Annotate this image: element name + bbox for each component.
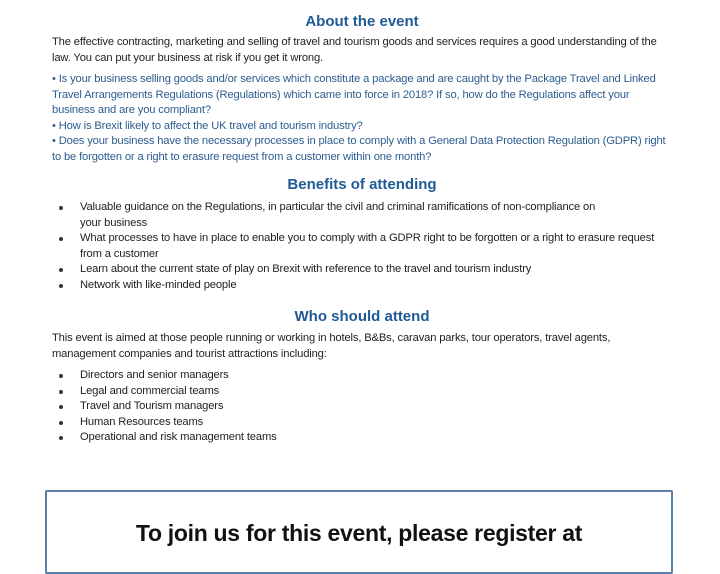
attend-list — [52, 368, 672, 446]
about-heading: About the event — [305, 13, 419, 30]
attend-intro: This event is aimed at those people running or working in hotels, B&Bs, caravan parks, tour operators, travel agents, management companies and tourist attractions including: — [52, 332, 611, 360]
list-item: Network with like-minded people — [80, 278, 672, 294]
list-item: Valuable guidance on the Regulations, in particular the civil and criminal ramifications of non-compliance on your business — [80, 200, 672, 231]
about-intro: The effective contracting, marketing and selling of travel and tourism goods and services requires a good understanding of the law. You can put your business at risk if you get it wrong. — [52, 36, 657, 64]
document-body — [52, 12, 672, 446]
list-item: Operational and risk management teams — [80, 430, 672, 446]
list-item: Travel and Tourism managers — [80, 399, 672, 415]
about-questions — [52, 72, 672, 165]
register-text: To join us for this event, please register at — [135, 520, 583, 546]
question: • Is your business selling goods and/or services which constitute a package and are caught by the Package Travel and Linked Travel Arrangements Regulations (Regulations) which came into force in 2018? If so, how do the Regulations affect your business and are you compliant? — [52, 73, 656, 116]
list-item: Human Resources teams — [80, 415, 672, 431]
list-item: What processes to have in place to enable you to comply with a GDPR right to be forgotten or a right to erasure request from a customer — [80, 231, 672, 262]
benefits-heading: Benefits of attending — [287, 176, 437, 193]
register-box — [45, 490, 673, 574]
list-item: Learn about the current state of play on Brexit with reference to the travel and tourism industry — [80, 262, 672, 278]
list-item: Directors and senior managers — [80, 368, 672, 384]
benefits-list — [52, 200, 672, 293]
attend-heading: Who should attend — [294, 308, 430, 325]
question: • Does your business have the necessary processes in place to comply with a General Data Protection Regulation (GDPR) right to be forgotten or a right to erasure request from a customer within one month? — [52, 135, 666, 163]
list-item: Legal and commercial teams — [80, 384, 672, 400]
question: • How is Brexit likely to affect the UK travel and tourism industry? — [52, 119, 363, 132]
